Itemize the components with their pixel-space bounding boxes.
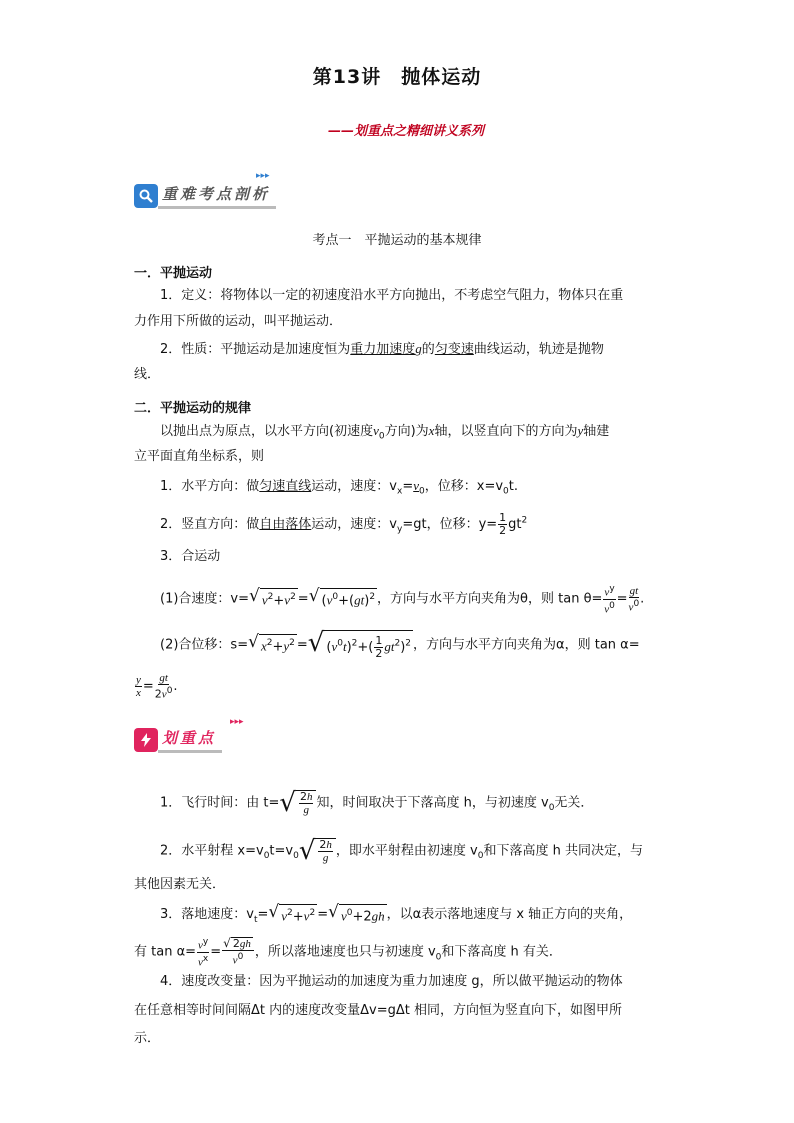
sec2-intro-1: 以抛出点为原点，以水平方向(初速度$v_0$方向)为x轴，以竖直向下的方向为y轴建 [160,423,610,442]
badge-key-points-analysis [134,171,276,209]
lightning-icon [134,728,158,752]
sec2-resultant-displacement: (2)合位移：s= √ $x^2+y^2$ = √ $(v^0t)^2+$( $\frac{1}{2}$ $gt^2)^2$ ，方向与水平方向夹角为α，则 tan α= [160,628,640,660]
badge-label: 划重点 [158,727,222,753]
key-flight-time: 1．飞行时间：由 t= √ $\frac{2h}{g}$ 知，时间取决于下落高度 h，与初速度 $v_0$无关． [160,788,594,818]
key-landing-velocity-1: 3．落地速度：$v_t=$ √ $v^2+v^2$ = √ $v^0+2gh$ ，以α表示落地速度与 x 轴正方向的夹角， [160,902,633,925]
key-landing-velocity-2: 有 tan α= $\frac{v^y}{v^x}$ = √ 2gh $v^0$ ，所以落地速度也只与初速度 $v_0$和下落高度 h 有关． [134,936,562,969]
key-velocity-change-2: 在任意相等时间间隔Δt 内的速度改变量Δv=gΔt 相同，方向恒为竖直向下，如图甲所 [134,1003,622,1018]
sec2-heading: 二．平抛运动的规律 [134,401,252,416]
key-velocity-change-3: 示． [134,1031,161,1046]
arrows-icon: ▸▸▸ [256,171,270,181]
sec2-tan-alpha: $\frac{y}{x}$ = $\frac{gt}{2v^0}$ . [136,672,178,701]
sec2-intro-2: 立平面直角坐标系，则 [134,449,265,464]
key-range-1: 2．水平射程 $x=v_0t=v_0$ √ $\frac{2h}{g}$ ，即水平射程由初速度 $v_0$和下落高度 h 共同决定，与 [160,836,643,866]
kaodian-title: 考点一 平抛运动的基本规律 [312,233,482,248]
badge-label: 重难考点剖析 [158,183,276,209]
key-velocity-change-1: 4．速度改变量：因为平抛运动的加速度为重力加速度 g，所以做平抛运动的物体 [160,974,623,989]
sec2-vertical: 2．竖直方向：做自由落体运动，速度：$v_y=gt$，位移：y= $\frac{1}{2}$ $gt^2$ [160,511,528,537]
sec1-definition-2: 力作用下所做的运动，叫平抛运动． [134,314,343,329]
arrows-icon: ▸▸▸ [230,717,244,727]
sec2-resultant-velocity: (1)合速度：v= √ $v^2+v^2$ = √ ($v^0+(gt)^2$ ，方向与水平方向夹角为θ，则 tan θ= $\frac{v^y}{v^0}$ = $\frac{gt}{v^0}$ . [160,584,645,616]
badge-key-point [134,717,244,753]
key-range-2: 其他因素无关． [134,877,226,892]
page-title: 第13讲 抛体运动 [312,66,482,88]
sec2-combined: 3．合运动 [160,549,221,564]
sec1-definition-1: 1．定义：将物体以一定的初速度沿水平方向抛出，不考虑空气阻力，物体只在重 [160,288,624,303]
series-subtitle: ——划重点之精细讲义系列 [327,124,484,139]
sec1-heading: 一．平抛运动 [134,266,213,281]
magnifier-icon [134,184,158,208]
sec2-horizontal: 1．水平方向：做匀速直线运动，速度：$v_x=v_0$，位移：$x=v_0t$. [160,478,518,497]
sec1-nature-2: 线． [134,367,161,382]
sec1-nature-1: 2．性质：平抛运动是加速度恒为重力加速度g的匀变速曲线运动，轨迹是抛物 [160,341,604,357]
